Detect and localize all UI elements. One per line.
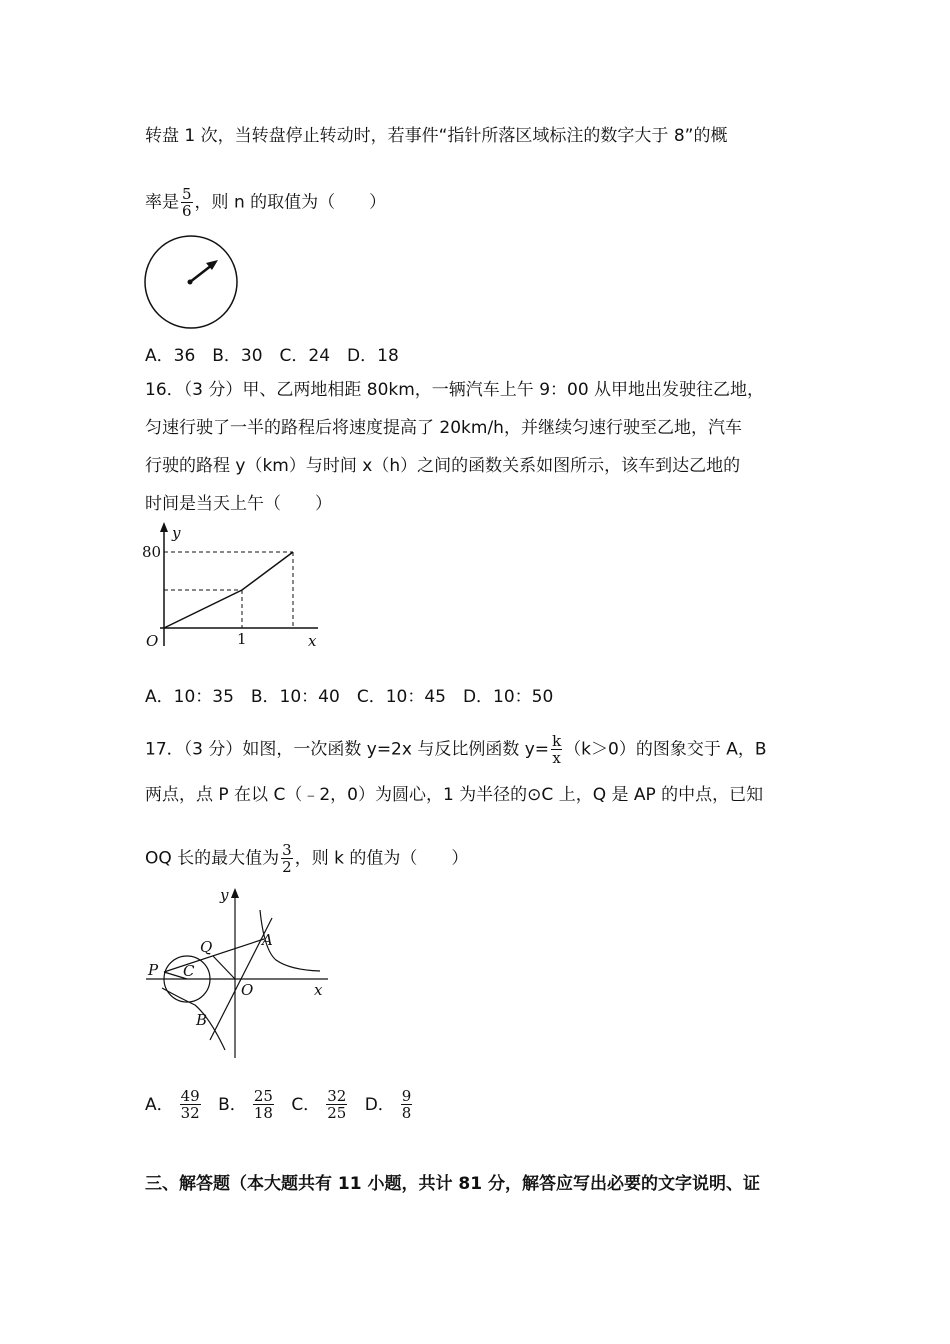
q17-option-b xyxy=(218,1087,282,1122)
q17-option-c-letter: C． xyxy=(291,1094,321,1115)
q16-x-label: x xyxy=(308,632,317,650)
q17-y-label: y xyxy=(220,886,229,904)
q17-frac-num: k xyxy=(552,732,562,750)
q17-options xyxy=(145,1088,424,1121)
q16-y-label: y xyxy=(172,524,181,542)
q17-label-o: O xyxy=(241,981,254,999)
q17-y-arrow-icon xyxy=(231,888,239,898)
q17-text-line2: 两点，点 P 在以 C（﹣2，0）为圆心，1 为半径的⊙C 上，Q 是 AP 的中点，已知 xyxy=(145,785,764,805)
q17-option-b-num: 25 xyxy=(253,1087,273,1105)
q17-option-d-fraction xyxy=(401,1088,417,1121)
q17-line1-post: （k＞0）的图象交于 A，B xyxy=(564,739,767,760)
q17-option-a xyxy=(145,1087,209,1122)
q16-origin-label: O xyxy=(146,632,159,650)
q17-label-q: Q xyxy=(200,938,213,956)
q17-option-c-num: 32 xyxy=(327,1087,347,1105)
q15-line2-pre: 率是 xyxy=(145,192,179,213)
q17-option-b-den: 18 xyxy=(253,1104,273,1122)
q17-line1-pre: 17．（3 分）如图，一次函数 y=2x 与反比例函数 y= xyxy=(145,739,550,760)
q15-line2-post: ，则 n 的取值为（ ） xyxy=(194,192,387,213)
q16-text-line1: 16．（3 分）甲、乙两地相距 80km，一辆汽车上午 9：00 从甲地出发驶往乙地， xyxy=(145,380,765,400)
q17-hyperbola-lower xyxy=(162,988,225,1050)
q17-option-c-den: 25 xyxy=(327,1104,347,1122)
q17-text-line3 xyxy=(145,842,468,875)
spinner-pointer xyxy=(190,265,212,282)
q17-label-a: A xyxy=(262,931,273,949)
q17-option-d-num: 9 xyxy=(401,1087,412,1105)
q15-frac-num: 5 xyxy=(182,185,192,203)
q16-options: A．10：35 B．10：40 C．10：45 D．10：50 xyxy=(145,687,554,707)
q17-max-den: 2 xyxy=(282,858,292,876)
q16-distance-time-graph xyxy=(140,520,330,655)
q16-text-line4: 时间是当天上午（ ） xyxy=(145,494,332,514)
q17-kx-fraction xyxy=(551,733,562,766)
q17-option-b-letter: B． xyxy=(218,1094,247,1115)
q17-line3-post: ，则 k 的值为（ ） xyxy=(294,848,469,869)
q17-geometry-figure xyxy=(140,880,340,1065)
q17-option-a-den: 32 xyxy=(180,1104,200,1122)
q17-option-a-letter: A． xyxy=(145,1094,174,1115)
q17-max-fraction xyxy=(281,842,293,875)
q17-max-num: 3 xyxy=(282,841,292,859)
q17-option-c-fraction xyxy=(326,1088,351,1121)
q17-option-d xyxy=(364,1087,421,1122)
q16-text-line3: 行驶的路程 y（km）与时间 x（h）之间的函数关系如图所示，该车到达乙地的 xyxy=(145,456,741,476)
q17-line3-pre: OQ 长的最大值为 xyxy=(145,848,280,869)
q17-x-label: x xyxy=(314,981,323,999)
q17-option-d-den: 8 xyxy=(401,1104,412,1122)
q16-y-arrow-icon xyxy=(160,522,168,532)
q15-probability-fraction xyxy=(181,186,193,219)
q17-label-b: B xyxy=(196,1011,208,1029)
q17-option-b-fraction xyxy=(253,1088,278,1121)
spinner-figure xyxy=(140,232,244,332)
q17-option-a-fraction xyxy=(180,1088,205,1121)
q17-label-c: C xyxy=(183,962,195,980)
q17-frac-den: x xyxy=(552,749,561,767)
q15-text-line2 xyxy=(145,186,386,219)
section3-heading: 三、解答题（本大题共有 11 小题，共计 81 分，解答应写出必要的文字说明、证 xyxy=(145,1174,760,1194)
q17-option-a-num: 49 xyxy=(180,1087,200,1105)
q17-option-c xyxy=(291,1087,355,1122)
q15-text-line1: 转盘 1 次，当转盘停止转动时，若事件“指针所落区域标注的数字大于 8”的概 xyxy=(145,126,728,146)
q16-x-tick-1: 1 xyxy=(237,630,247,648)
q15-frac-den: 6 xyxy=(182,202,192,220)
q17-text-line1 xyxy=(145,733,767,766)
q17-option-d-letter: D． xyxy=(364,1094,395,1115)
q17-segment-pa xyxy=(164,939,264,972)
q17-label-p: P xyxy=(148,961,159,979)
q16-text-line2: 匀速行驶了一半的路程后将速度提高了 20km/h，并继续匀速行驶至乙地，汽车 xyxy=(145,418,742,438)
q17-segment-qo xyxy=(213,956,235,979)
q16-y-tick-80: 80 xyxy=(142,543,162,561)
q15-options: A．36 B．30 C．24 D．18 xyxy=(145,346,399,366)
